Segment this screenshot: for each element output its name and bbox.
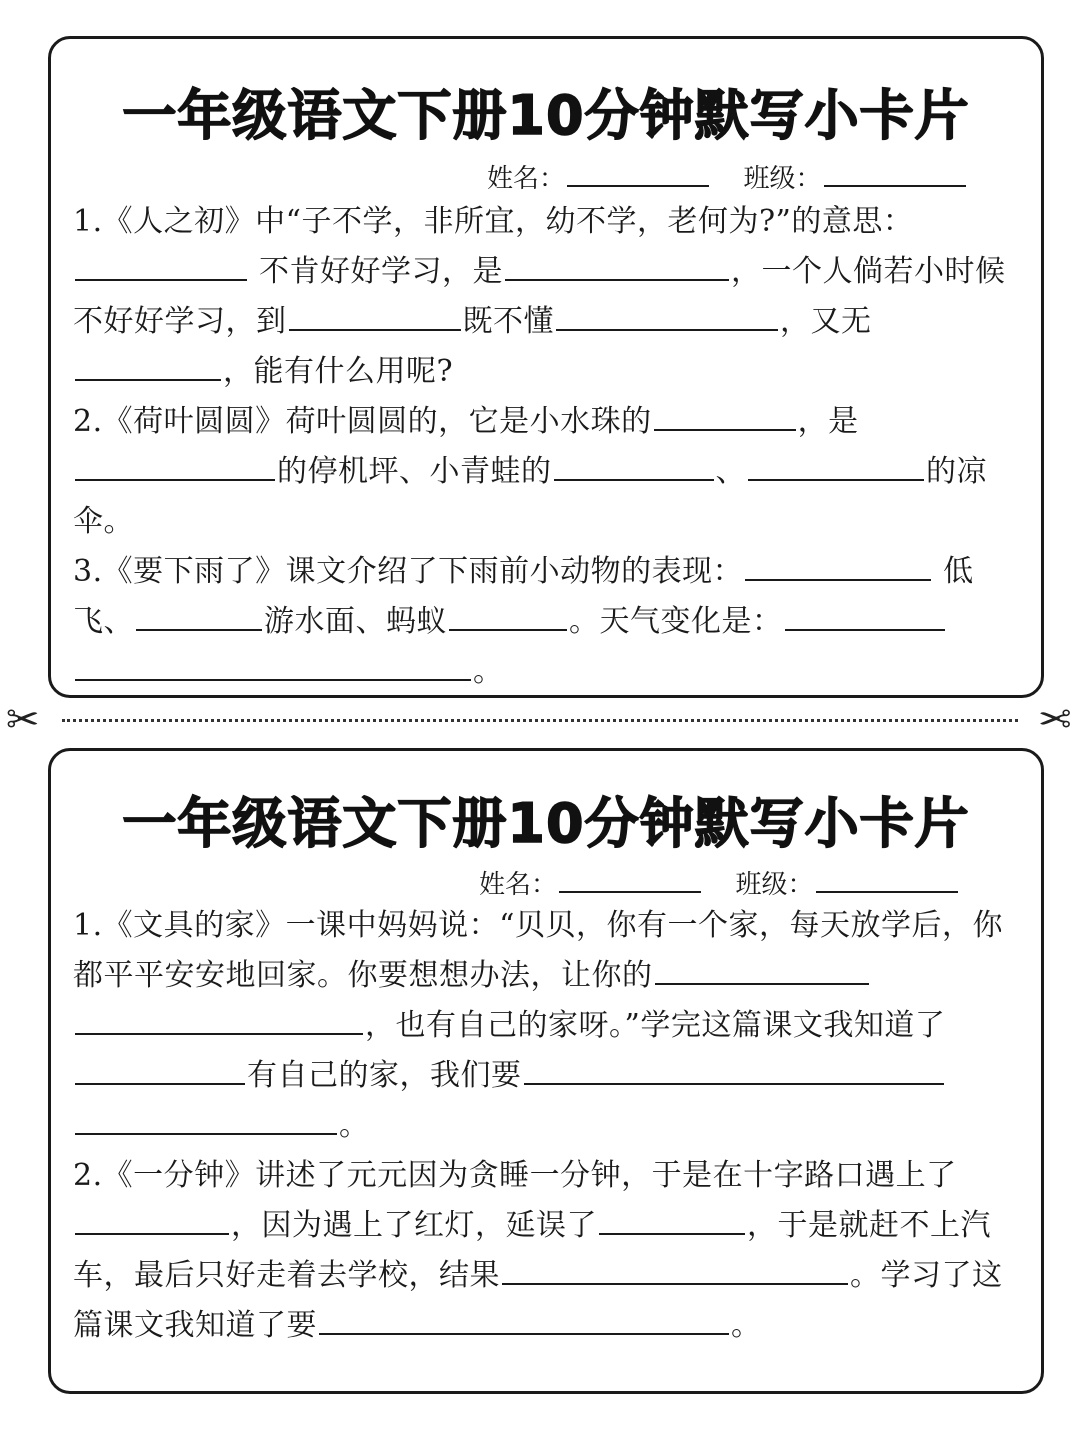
scissors-icon: ✂ [1038, 697, 1072, 743]
class-field[interactable] [816, 863, 958, 893]
answer-blank[interactable] [556, 301, 778, 331]
student-info [479, 863, 960, 901]
name-field[interactable] [559, 863, 701, 893]
question-2 [73, 1151, 1021, 1351]
answer-blank[interactable] [524, 1055, 944, 1085]
question-1 [73, 197, 1021, 397]
dictation-card-2 [48, 748, 1044, 1394]
question-text: 。 [731, 1308, 762, 1343]
answer-blank[interactable] [502, 1255, 848, 1285]
question-text: 的停机坪、小青蛙的 [277, 454, 552, 489]
answer-blank[interactable] [745, 551, 931, 581]
question-text: 低飞、 [73, 554, 974, 639]
question-text: 1.《文具的家》一课中妈妈说：“贝贝，你有一个家，每天放学后，你都平平安安地回家。你要想想办法，让你的 [73, 908, 1003, 993]
question-text: ，于是就赶不上汽车，最后只好走着去学校，结果 [73, 1208, 991, 1293]
question-text: 2.《荷叶圆圆》荷叶圆圆的，它是小水珠的 [73, 404, 652, 439]
cut-line [62, 719, 1018, 722]
question-text: ，又无 [780, 304, 872, 339]
answer-blank[interactable] [655, 955, 869, 985]
scissors-icon: ✂ [6, 697, 40, 743]
answer-blank[interactable] [75, 1055, 245, 1085]
answer-blank[interactable] [75, 251, 247, 281]
answer-blank[interactable] [748, 451, 924, 481]
question-text: 3.《要下雨了》课文介绍了下雨前小动物的表现： [73, 554, 744, 589]
question-text: 。 [473, 654, 504, 689]
question-text: 有自己的家，我们要 [247, 1058, 522, 1093]
answer-blank[interactable] [75, 651, 471, 681]
answer-blank[interactable] [319, 1305, 729, 1335]
student-info [487, 157, 968, 195]
answer-blank[interactable] [289, 301, 461, 331]
question-text: 既不懂 [462, 304, 554, 339]
answer-blank[interactable] [136, 601, 262, 631]
question-text: 。 [339, 1108, 370, 1143]
answer-blank[interactable] [75, 1205, 229, 1235]
question-text: 、 [715, 454, 746, 489]
question-text: ，是 [797, 404, 859, 439]
question-text: 不肯好好学习，是 [259, 254, 504, 289]
question-text: 游水面、蚂蚁 [264, 604, 447, 639]
question-3 [73, 547, 1021, 697]
answer-blank[interactable] [599, 1205, 745, 1235]
answer-blank[interactable] [449, 601, 567, 631]
name-label: 姓名： [479, 870, 558, 900]
answer-blank[interactable] [505, 251, 729, 281]
question-text: ，也有自己的家呀。”学完这篇课文我知道了 [365, 1008, 946, 1043]
answer-blank[interactable] [75, 451, 275, 481]
answer-blank[interactable] [75, 1105, 337, 1135]
question-text: ，因为遇上了红灯，延误了 [231, 1208, 597, 1243]
answer-blank[interactable] [75, 351, 221, 381]
question-1 [73, 901, 1021, 1151]
dictation-card-1 [48, 36, 1044, 698]
question-2 [73, 397, 1021, 547]
class-label: 班级： [743, 164, 822, 194]
question-text: 。学习了这篇课文我知道了要 [73, 1258, 1003, 1343]
question-text: 的凉伞。 [73, 454, 987, 539]
name-field[interactable] [567, 157, 709, 187]
card-title: 一年级语文下册10分钟默写小卡片 [122, 792, 970, 855]
card-title: 一年级语文下册10分钟默写小卡片 [122, 84, 970, 147]
answer-blank[interactable] [75, 1005, 363, 1035]
class-label: 班级： [735, 870, 814, 900]
class-field[interactable] [824, 157, 966, 187]
question-text: ，一个人倘若小时候不好好学习，到 [73, 254, 1006, 339]
questions [73, 197, 1021, 697]
answer-blank[interactable] [554, 451, 714, 481]
answer-blank[interactable] [654, 401, 796, 431]
name-label: 姓名： [487, 164, 566, 194]
questions [73, 901, 1021, 1351]
question-text: 1.《人之初》中“子不学，非所宜，幼不学，老何为?”的意思： [73, 204, 914, 239]
question-text: 。天气变化是： [569, 604, 783, 639]
answer-blank[interactable] [785, 601, 945, 631]
question-text: ，能有什么用呢? [223, 354, 454, 389]
question-text: 2.《一分钟》讲述了元元因为贪睡一分钟，于是在十字路口遇上了 [73, 1158, 957, 1193]
